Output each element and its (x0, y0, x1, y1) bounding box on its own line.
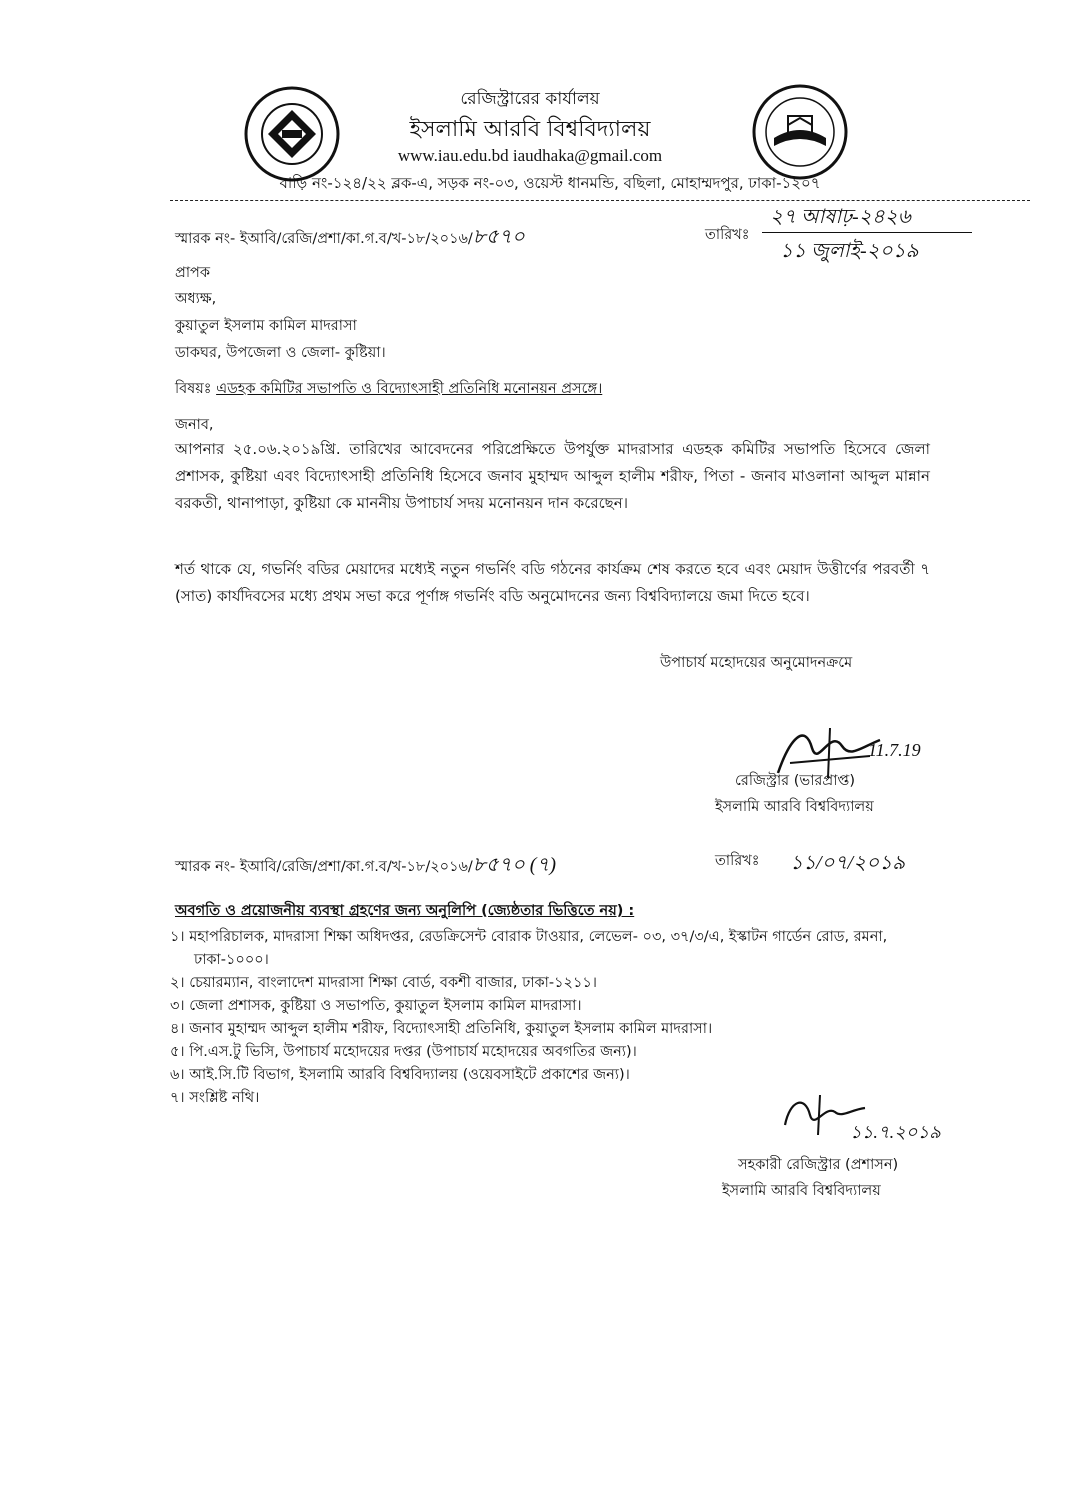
address-line: বাড়ি নং-১২৪/২২ ব্লক-এ, সড়ক নং-০৩, ওয়েস্ট ধানমন্ডি, বছিলা, মোহাম্মদপুর, ঢাকা-১২০৭ (279, 174, 821, 192)
approval-line: উপাচার্য মহোদয়ের অনুমোদনক্রমে (660, 655, 853, 671)
copies-list (170, 926, 940, 1110)
memo-number-2 (175, 850, 556, 881)
date-hand-bangla: ২৭ আষাঢ়-২৪২৬ (770, 206, 911, 228)
date-hand-gregorian: ১১ জুলাই-২০১৯ (780, 240, 919, 262)
recipient-address: ডাকঘর, উপজেলা ও জেলা- কুষ্টিয়া। (175, 345, 386, 361)
memo-handwritten-number-2: ৮৫৭০ (৭) (472, 854, 557, 876)
contact-line: www.iau.edu.bd iaudhaka@gmail.com (397, 146, 663, 165)
signatory-title-1: রেজিস্ট্রার (ভারপ্রাপ্ত) (735, 773, 856, 789)
university-name: ইসলামি আরবি বিশ্ববিদ্যালয় (409, 117, 651, 142)
signatory-org-1: ইসলামি আরবি বিশ্ববিদ্যালয় (715, 799, 874, 815)
memo-label-2: স্মারক নং- ইআবি/রেজি/প্রশা/কা.গ.ব/খ-১৮/২০১৬/ (175, 859, 473, 875)
recipient-designation: অধ্যক্ষ, (175, 291, 217, 307)
signature-date-2: ১১.৭.২০১৯ (850, 1122, 941, 1142)
date-label-1: তারিখঃ (705, 227, 750, 243)
date-fraction-line (762, 232, 972, 233)
recipient-institution: কুয়াতুল ইসলাম কামিল মাদরাসা (175, 318, 357, 334)
list-item: ২। চেয়ারম্যান, বাংলাদেশ মাদরাসা শিক্ষা বোর্ড, বকশী বাজার, ঢাকা-১২১১। (170, 975, 597, 991)
university-logo-right (750, 82, 850, 182)
copies-heading: অবগতি ও প্রয়োজনীয় ব্যবস্থা গ্রহণের জন্য অনুলিপি (জ্যেষ্ঠতার ভিত্তিতে নয়) : (175, 903, 635, 919)
office-name: রেজিস্ট্রারের কার্যালয় (460, 89, 600, 109)
memo-label: স্মারক নং- ইআবি/রেজি/প্রশা/কা.গ.ব/খ-১৮/২০১৬/ (175, 231, 473, 247)
subject-line (175, 378, 602, 400)
signatory-org-2: ইসলামি আরবি বিশ্ববিদ্যালয় (722, 1183, 881, 1199)
date-hand-2: ১১/০৭/২০১৯ (790, 852, 906, 874)
subject-label: বিষয়ঃ (175, 381, 212, 397)
list-item: ১। মহাপরিচালক, মাদরাসা শিক্ষা অধিদপ্তর, রেডক্রিসেন্ট বোরাক টাওয়ার, লেভেল- ০৩, ৩৭/৩/এ, ইস্কাটন গার্ডেন রোড, রমনা, ঢাকা-১০০০। (170, 929, 888, 968)
list-item: ৩। জেলা প্রশাসক, কুষ্টিয়া ও সভাপতি, কুয়াতুল ইসলাম কামিল মাদরাসা। (170, 998, 582, 1014)
subject-text: এডহক কমিটির সভাপতি ও বিদ্যোৎসাহী প্রতিনিধি মনোনয়ন প্রসঙ্গে। (216, 381, 603, 397)
body-paragraph-2: শর্ত থাকে যে, গভর্নিং বডির মেয়াদের মধ্যেই নতুন গভর্নিং বডি গঠনের কার্যক্রম শেষ করতে হবে এবং মেয়াদ উত্তীর্ণের পরবর্তী ৭ (সাত) কার্যদিবসের মধ্যে প্রথম সভা করে পূর্ণাঙ্গ গভর্নিং বডি অনুমোদনের জন্য বিশ্ববিদ্যালয়ে জমা দিতে হবে। (175, 560, 930, 605)
signatory-title-2: সহকারী রেজিস্ট্রার (প্রশাসন) (738, 1157, 899, 1173)
memo-handwritten-number: ৮৫৭০ (472, 226, 525, 248)
list-item: ৫। পি.এস.টু ভিসি, উপাচার্য মহোদয়ের দপ্তর (উপাচার্য মহোদয়ের অবগতির জন্য)। (170, 1044, 637, 1060)
list-item: ৭। সংশ্লিষ্ট নথি। (170, 1090, 260, 1106)
memo-number-1 (175, 222, 525, 253)
list-item: ৪। জনাব মুহাম্মদ আব্দুল হালীম শরীফ, বিদ্যোৎসাহী প্রতিনিধি, কুয়াতুল ইসলাম কামিল মাদরাসা। (170, 1021, 713, 1037)
recipient-heading: প্রাপক (175, 265, 211, 281)
body-paragraph-1: আপনার ২৫.০৬.২০১৯খ্রি. তারিখের আবেদনের পরিপ্রেক্ষিতে উপর্যুক্ত মাদরাসার এডহক কমিটির সভাপতি হিসেবে জেলা প্রশাসক, কুষ্টিয়া এবং বিদ্যোৎসাহী প্রতিনিধি হিসেবে জনাব মুহাম্মদ আব্দুল হালীম শরীফ, পিতা - জনাব মাওলানা আব্দুল মান্নান বরকতী, থানাপাড়া, কুষ্টিয়া কে মাননীয় উপাচার্য সদয় মনোনয়ন দান করেছেন। (175, 440, 930, 512)
date-label-2: তারিখঃ (715, 853, 760, 869)
header-divider (170, 200, 1030, 201)
salutation: জনাব, (175, 417, 214, 433)
signature-date-1: 11.7.19 (868, 740, 921, 760)
list-item: ৬। আই.সি.টি বিভাগ, ইসলামি আরবি বিশ্ববিদ্যালয় (ওয়েবসাইটে প্রকাশের জন্য)। (170, 1067, 630, 1083)
